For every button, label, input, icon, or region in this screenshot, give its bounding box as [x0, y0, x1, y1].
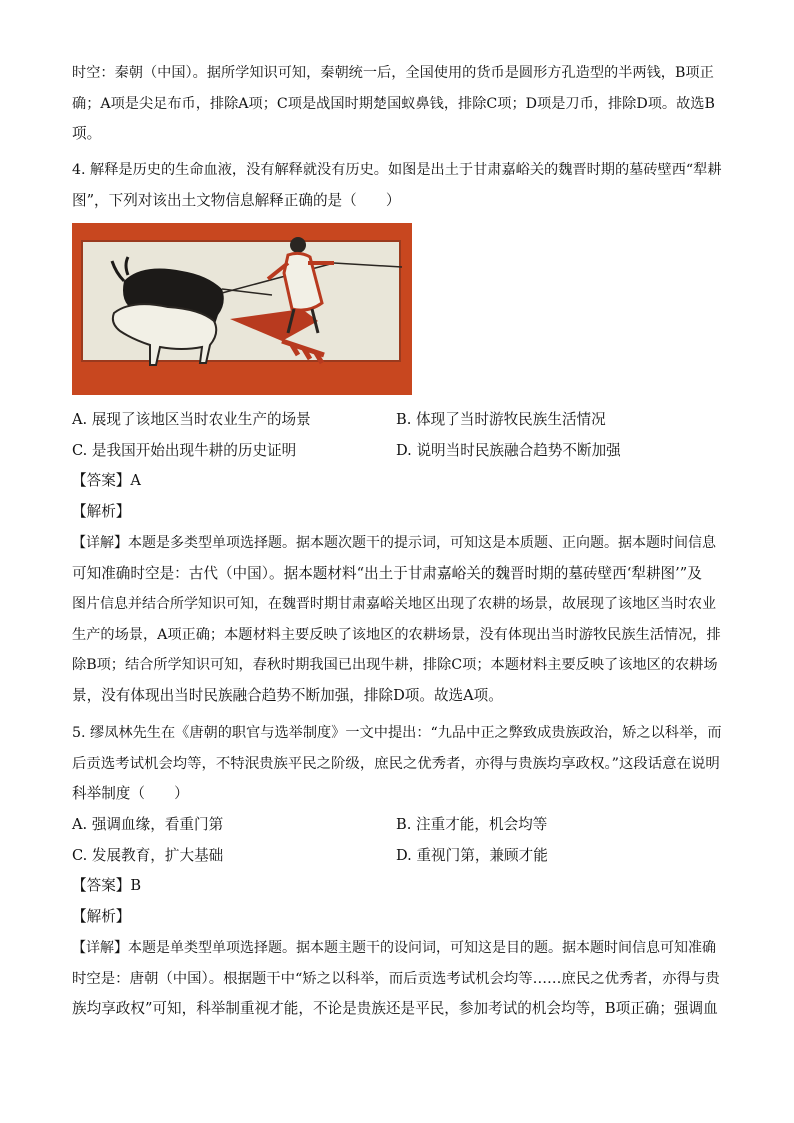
text-line: 图”，下列对该出土文物信息解释正确的是（ ）	[72, 191, 401, 209]
q4-options-row-2	[72, 436, 722, 466]
text-line: 景，没有体现出当时民族融合趋势不断加强，排除D项。故选A项。	[72, 686, 503, 704]
text-line: 图片信息并结合所学知识可知，在魏晋时期甘肃嘉峪关地区出现了农耕的场景，故展现了该地区当时农业	[72, 596, 716, 612]
ploughing-mural-image	[72, 223, 412, 395]
q4-option-d: D. 说明当时民族融合趋势不断加强	[396, 442, 621, 459]
q5-option-c: C. 发展教育，扩大基础	[72, 847, 224, 864]
q5-detail	[72, 933, 722, 1025]
q5-option-b: B. 注重才能，机会均等	[396, 816, 548, 833]
q4-analysis-label: 【解析】	[72, 503, 131, 520]
text-line: 确；A项是尖足布币，排除A项；C项是战国时期楚国蚁鼻钱，排除C项；D项是刀币，排除D项。故选B	[72, 95, 715, 112]
text-line: 生产的场景，A项正确；本题材料主要反映了该地区的农耕场景，没有体现出当时游牧民族生活情况，排	[72, 626, 721, 643]
q5-answer: 【答案】B	[72, 877, 142, 894]
q4-option-c: C. 是我国开始出现牛耕的历史证明	[72, 442, 297, 459]
text-line: 时空：秦朝（中国）。据所学知识可知，秦朝统一后，全国使用的货币是圆形方孔造型的半两钱，B项正	[72, 65, 714, 81]
text-line: 族均享政权”可知，科举制重视才能，不论是贵族还是平民，参加考试的机会均等，B项正确；强调血	[72, 1000, 718, 1017]
q5-option-d: D. 重视门第，兼顾才能	[396, 847, 548, 864]
q4-option-b: B. 体现了当时游牧民族生活情况	[396, 411, 606, 428]
q4-option-a: A. 展现了该地区当时农业生产的场景	[72, 411, 311, 428]
text-line: 科举制度（ ）	[72, 785, 189, 802]
q5-options-row-2	[72, 841, 722, 871]
q5-analysis-label: 【解析】	[72, 908, 131, 925]
q5-option-a: A. 强调血缘，看重门第	[72, 816, 224, 833]
q4-stem	[72, 155, 722, 216]
text-line: 4. 解释是历史的生命血液，没有解释就没有历史。如图是出土于甘肃嘉峪关的魏晋时期的墓砖壁西“犁耕	[72, 162, 722, 178]
q4-answer: 【答案】A	[72, 472, 141, 489]
text-line: 项。	[72, 125, 102, 142]
text-line: 除B项；结合所学知识可知，春秋时期我国已出现牛耕，排除C项；本题材料主要反映了该地区的农耕场	[72, 657, 718, 673]
q4-detail	[72, 528, 722, 711]
text-line: 后贡选考试机会均等，不特泯贵族平民之阶级，庶民之优秀者，亦得与贵族均享政权。”这段话意在说明	[72, 755, 720, 772]
q4-options-row-1	[72, 405, 722, 435]
text-line: 【详解】本题是单类型单项选择题。据本题主题干的设问词，可知这是目的题。据本题时间信息可知准确	[72, 940, 716, 956]
text-line: 时空是：唐朝（中国）。根据题干中“矫之以科举，而后贡选考试机会均等……庶民之优秀者，亦得与贵	[72, 970, 720, 987]
q5-options-row-1	[72, 810, 722, 840]
q3-explanation-tail	[72, 58, 722, 150]
text-line: 可知准确时空是：古代（中国）。据本题材料“出土于甘肃嘉峪关的魏晋时期的墓砖壁西‘犁耕图’”及	[72, 564, 702, 582]
text-line: 5. 缪凤林先生在《唐朝的职官与选举制度》一文中提出：“九品中正之弊致成贵族政治，矫之以科举，而	[72, 725, 722, 741]
text-line: 【详解】本题是多类型单项选择题。据本题次题干的提示词，可知这是本质题、正向题。据本题时间信息	[72, 535, 716, 551]
q5-stem	[72, 718, 722, 810]
